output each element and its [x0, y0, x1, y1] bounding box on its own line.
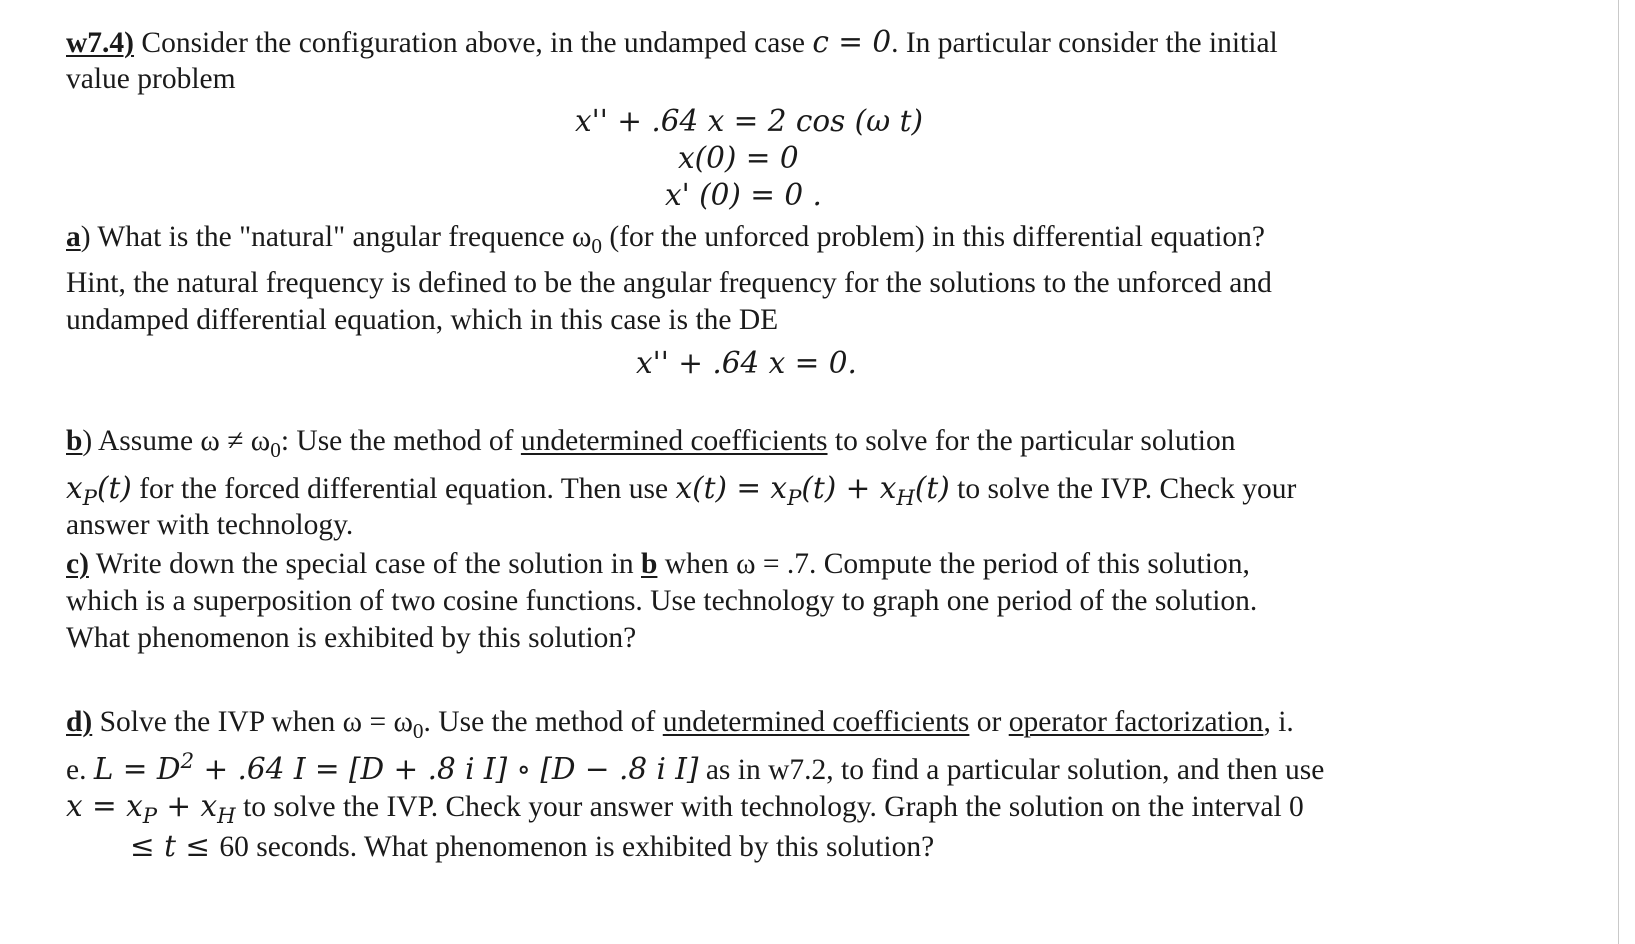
formula-part-1: x(t) = x [675, 471, 788, 505]
sum-part-1: x = x [66, 789, 143, 823]
solution-sum-formula [66, 789, 236, 829]
ivp-equation: x'' + .64 x = 2 cos (ω t) [575, 104, 923, 138]
page-edge-divider [1618, 0, 1619, 944]
part-a-line-2: Hint, the natural frequency is defined to be the angular frequency for the solutions to the unforced and [66, 267, 1272, 299]
part-b-text-5: to solve the IVP. Check your [949, 473, 1297, 505]
part-c-text-2: when ω = .7. Compute the period of this solution, [657, 548, 1250, 580]
part-a-text-1: ) What is the "natural" angular frequence ω [80, 221, 592, 253]
part-d-text-4: , i. [1263, 706, 1294, 738]
general-solution-formula [675, 471, 950, 511]
sum-sub-h: H [217, 803, 236, 829]
problem-label: w7.4) [66, 27, 135, 59]
part-d-line-2 [66, 751, 1324, 789]
part-b-label: b [66, 425, 83, 457]
part-d-text-2: . Use the method of [423, 706, 663, 738]
formula-sub-h: H [896, 485, 915, 511]
part-c-text-1: Write down the special case of the solution in [88, 548, 641, 580]
part-a-label: a [66, 221, 81, 253]
ivp-initial-velocity: x' (0) = 0 . [665, 178, 822, 212]
part-b-omega-subscript: 0 [270, 437, 281, 462]
interval-inequality: ≤ t ≤ [130, 829, 220, 863]
part-c-line-2: which is a superposition of two cosine functions. Use technology to graph one period of the solution. [66, 585, 1258, 617]
part-b-text-4: for the forced differential equation. Then use [131, 473, 676, 505]
part-b-line-3: answer with technology. [66, 509, 354, 541]
undetermined-coefficients-link-b[interactable]: undetermined coefficients [520, 425, 828, 457]
part-b-reference: b [641, 548, 658, 580]
part-a-line-3: undamped differential equation, which in this case is the DE [66, 304, 779, 336]
part-d-text-1: Solve the IVP when ω = ω [92, 706, 413, 738]
part-b-text-3: to solve for the particular solution [827, 425, 1236, 457]
part-a-text-2: (for the unforced problem) in this differential equation? [602, 221, 1266, 253]
sum-part-2: + x [157, 789, 218, 823]
part-d-text-5: e. [66, 754, 94, 786]
part-d-omega-subscript: 0 [412, 718, 424, 743]
part-c-line-1 [66, 546, 1250, 583]
ivp-initial-position: x(0) = 0 [678, 141, 799, 175]
part-d-label: d) [66, 706, 93, 738]
operator-part-2: + .64 I = [D + .8 i I] ∘ [D − .8 i I] [194, 752, 699, 786]
part-a-line-1 [66, 219, 1265, 256]
problem-intro-line-2: value problem [66, 63, 236, 95]
xp-x: x [66, 471, 83, 505]
omega-zero-subscript: 0 [591, 233, 603, 258]
part-c-label: c) [66, 548, 89, 580]
part-b-line-2 [66, 470, 1297, 511]
problem-intro-text-2: . In particular consider the initial [891, 27, 1278, 59]
part-b-text-1: ) Assume ω ≠ ω [82, 425, 271, 457]
operator-factorization-link[interactable]: operator factorization [1008, 706, 1264, 738]
operator-square: 2 [180, 749, 195, 775]
problem-intro-line-1 [66, 24, 1278, 62]
part-d-text-7: to solve the IVP. Check your answer with technology. Graph the solution on the interval 0 [235, 791, 1304, 823]
operator-part-1: L = D [93, 752, 181, 786]
part-c-line-3: What phenomenon is exhibited by this solution? [66, 622, 637, 654]
part-d-text-3: or [969, 706, 1009, 738]
sum-sub-p: P [142, 803, 158, 829]
formula-part-3: (t) [914, 471, 950, 505]
xp-arg: (t) [96, 471, 132, 505]
formula-part-2: (t) + x [801, 471, 897, 505]
part-b-line-1 [66, 423, 1236, 460]
part-b-text-2: : Use the method of [280, 425, 521, 457]
unforced-de: x'' + .64 x = 0. [636, 346, 857, 380]
problem-intro-text-1: Consider the configuration above, in the undamped case [134, 27, 813, 59]
part-d-text-8: 60 seconds. What phenomenon is exhibited by this solution? [219, 831, 935, 863]
xp-subscript: P [82, 485, 97, 511]
part-d-line-3 [66, 788, 1304, 829]
formula-sub-p: P [787, 485, 802, 511]
part-d-text-6: as in w7.2, to find a particular solution, and then use [698, 754, 1325, 786]
undetermined-coefficients-link-d[interactable]: undetermined coefficients [662, 706, 970, 738]
operator-factorization-formula [93, 749, 699, 786]
part-d-line-4 [130, 828, 934, 866]
part-d-line-1 [66, 704, 1294, 741]
damping-condition: c = 0 [812, 25, 892, 59]
particular-solution-symbol [66, 471, 132, 511]
